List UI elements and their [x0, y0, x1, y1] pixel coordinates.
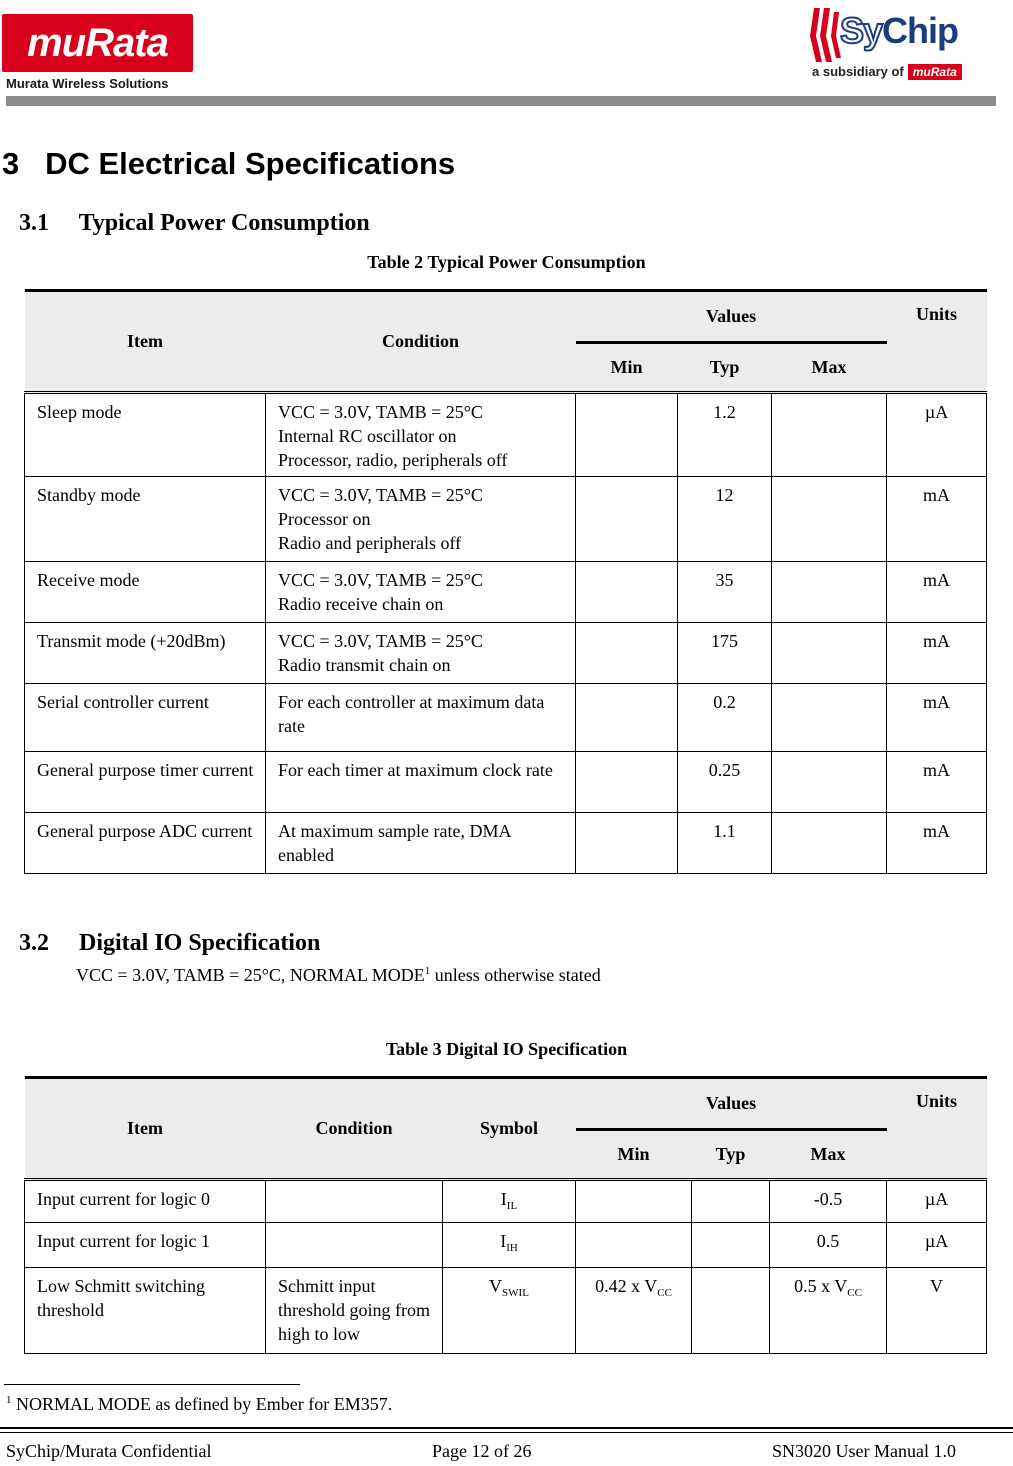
cell-condition [266, 393, 576, 477]
table2-caption: Table 2 Typical Power Consumption [367, 252, 646, 272]
header-symbol: Symbol [443, 1078, 576, 1180]
value-main: -0.5 [813, 1189, 843, 1209]
value-main: 0.5 [816, 1231, 840, 1251]
cell-item: Serial controller current [25, 684, 266, 752]
cell-typ: 0.2 [678, 684, 772, 752]
footnote-ref[interactable]: 1 [424, 965, 431, 977]
cell-item: General purpose timer current [25, 752, 266, 813]
cell-min [576, 752, 678, 813]
section-number: 3 [2, 146, 20, 181]
table-row [25, 1223, 987, 1268]
cell-symbol [443, 1180, 576, 1223]
cell-min [576, 477, 678, 562]
cell-min [576, 623, 678, 684]
condition-line: For each timer at maximum clock rate [278, 760, 553, 780]
header-typ: Typ [692, 1130, 770, 1180]
cell-item: Standby mode [25, 477, 266, 562]
footer-divider [0, 1427, 1013, 1429]
symbol-subscript: SWIL [502, 1287, 529, 1299]
table-row [25, 684, 987, 752]
header-min: Min [576, 1130, 692, 1180]
cell-typ: 175 [678, 623, 772, 684]
cell-units: mA [887, 684, 987, 752]
value-subscript: CC [847, 1287, 862, 1299]
table-row [25, 1268, 987, 1354]
cell-condition [266, 813, 576, 874]
table-row [25, 623, 987, 684]
footnote [6, 1394, 392, 1415]
cell-condition [266, 623, 576, 684]
conditions-tail: unless otherwise stated [430, 965, 601, 985]
condition-line: VCC = 3.0V, TAMB = 25°C [278, 570, 483, 590]
sychip-wordmark [840, 10, 958, 52]
cell-units: µA [887, 1223, 987, 1268]
sychip-swoosh-icon [808, 6, 844, 64]
conditions-note [76, 965, 601, 986]
condition-line: Processor on [278, 509, 371, 529]
cell-units: µA [887, 393, 987, 477]
header-values: Values [576, 291, 887, 343]
cell-max [772, 623, 887, 684]
cell-max [772, 562, 887, 623]
cell-max [770, 1223, 887, 1268]
cell-max [772, 813, 887, 874]
cell-units: mA [887, 477, 987, 562]
sychip-chip: Chip [882, 10, 959, 51]
cell-item: General purpose ADC current [25, 813, 266, 874]
subsection-heading-3-2 [19, 930, 320, 957]
header-max: Max [770, 1130, 887, 1180]
cell-item: Sleep mode [25, 393, 266, 477]
condition-line: VCC = 3.0V, TAMB = 25°C [278, 631, 483, 651]
cell-typ: 1.2 [678, 393, 772, 477]
cell-typ [692, 1223, 770, 1268]
header-typ: Typ [678, 343, 772, 393]
condition-line: At maximum sample rate, DMA enabled [278, 821, 511, 865]
cell-units: V [887, 1268, 987, 1354]
subsection-title: Typical Power Consumption [78, 210, 370, 236]
cell-item: Input current for logic 1 [25, 1223, 266, 1268]
symbol-main: I [500, 1231, 507, 1251]
footer-page-number: Page 12 of 26 [432, 1441, 532, 1461]
cell-units: µA [887, 1180, 987, 1223]
cell-condition [266, 684, 576, 752]
section-title: DC Electrical Specifications [45, 146, 456, 181]
header-bar [6, 96, 996, 106]
footer-left: SyChip/Murata Confidential [6, 1441, 212, 1461]
cell-max [770, 1180, 887, 1223]
symbol-main: V [489, 1276, 503, 1296]
sychip-logo [808, 2, 1000, 92]
header-condition: Condition [266, 1078, 443, 1180]
subsection-number: 3.2 [19, 930, 49, 956]
cell-typ: 35 [678, 562, 772, 623]
cell-min [576, 1223, 692, 1268]
value-subscript: CC [657, 1287, 672, 1299]
murata-logo-text: muRata [27, 20, 168, 65]
sychip-sy: Sy [840, 10, 883, 51]
cell-max [772, 752, 887, 813]
cell-item: Low Schmitt switching threshold [25, 1268, 266, 1354]
condition-line: VCC = 3.0V, TAMB = 25°C [278, 402, 483, 422]
footnote-mark: 1 [6, 1394, 12, 1406]
symbol-subscript: IL [506, 1200, 518, 1212]
header-item: Item [25, 291, 266, 393]
header-values: Values [576, 1078, 887, 1130]
cell-typ: 0.25 [678, 752, 772, 813]
symbol-subscript: IH [506, 1242, 518, 1254]
cell-units: mA [887, 562, 987, 623]
header-max: Max [772, 343, 887, 393]
cell-typ: 1.1 [678, 813, 772, 874]
power-consumption-table [24, 289, 987, 874]
table-row [25, 1180, 987, 1223]
footnote-divider [4, 1384, 300, 1385]
digital-io-table [24, 1076, 987, 1354]
condition-line: Radio receive chain on [278, 594, 444, 614]
cell-item: Receive mode [25, 562, 266, 623]
cell-condition [266, 1180, 443, 1223]
cell-typ: 12 [678, 477, 772, 562]
cell-max [770, 1268, 887, 1354]
cell-symbol [443, 1223, 576, 1268]
murata-subtitle: Murata Wireless Solutions [6, 76, 169, 91]
condition-line: Processor, radio, peripherals off [278, 450, 508, 470]
cell-typ [692, 1180, 770, 1223]
symbol-main: I [500, 1189, 507, 1209]
subsection-number: 3.1 [19, 210, 49, 236]
sychip-tagline-logo: muRata [908, 64, 962, 80]
cell-condition [266, 477, 576, 562]
cell-symbol [443, 1268, 576, 1354]
header-item: Item [25, 1078, 266, 1180]
footer-divider-thin [0, 1432, 1013, 1433]
section-heading [2, 146, 455, 182]
table-row [25, 477, 987, 562]
value-main: 0.42 x V [595, 1276, 658, 1296]
table-row [25, 562, 987, 623]
sychip-tagline [812, 64, 962, 80]
cell-min [576, 393, 678, 477]
footer-right: SN3020 User Manual 1.0 [772, 1441, 956, 1461]
cell-condition [266, 752, 576, 813]
condition-line: For each controller at maximum data rate [278, 692, 545, 736]
cell-max [772, 393, 887, 477]
table-row [25, 813, 987, 874]
cell-max [772, 684, 887, 752]
sychip-tagline-text: a subsidiary of [812, 64, 904, 79]
conditions-text: VCC = 3.0V, TAMB = 25°C, NORMAL MODE [76, 965, 425, 985]
cell-min [576, 684, 678, 752]
subsection-title: Digital IO Specification [79, 930, 321, 956]
header-units: Units [887, 1078, 987, 1180]
cell-min [576, 1268, 692, 1354]
cell-units: mA [887, 623, 987, 684]
value-main: 0.5 x V [794, 1276, 848, 1296]
cell-units: mA [887, 813, 987, 874]
cell-units: mA [887, 752, 987, 813]
cell-min [576, 1180, 692, 1223]
cell-min [576, 813, 678, 874]
cell-item: Transmit mode (+20dBm) [25, 623, 266, 684]
header-condition: Condition [266, 291, 576, 393]
table3-caption: Table 3 Digital IO Specification [385, 1039, 628, 1059]
header-units: Units [887, 291, 987, 393]
table-row [25, 393, 987, 477]
condition-line: Radio transmit chain on [278, 655, 451, 675]
cell-max [772, 477, 887, 562]
murata-logo [2, 14, 193, 72]
table-row [25, 752, 987, 813]
footnote-text: NORMAL MODE as defined by Ember for EM357. [11, 1394, 393, 1414]
cell-condition [266, 1223, 443, 1268]
header-min: Min [576, 343, 678, 393]
condition-line: Internal RC oscillator on [278, 426, 457, 446]
cell-condition [266, 562, 576, 623]
condition-line: Radio and peripherals off [278, 533, 462, 553]
cell-condition: Schmitt input threshold going from high to low [266, 1268, 443, 1354]
cell-min [576, 562, 678, 623]
cell-item: Input current for logic 0 [25, 1180, 266, 1223]
condition-line: VCC = 3.0V, TAMB = 25°C [278, 485, 483, 505]
cell-typ [692, 1268, 770, 1354]
subsection-heading-3-1 [19, 210, 370, 237]
